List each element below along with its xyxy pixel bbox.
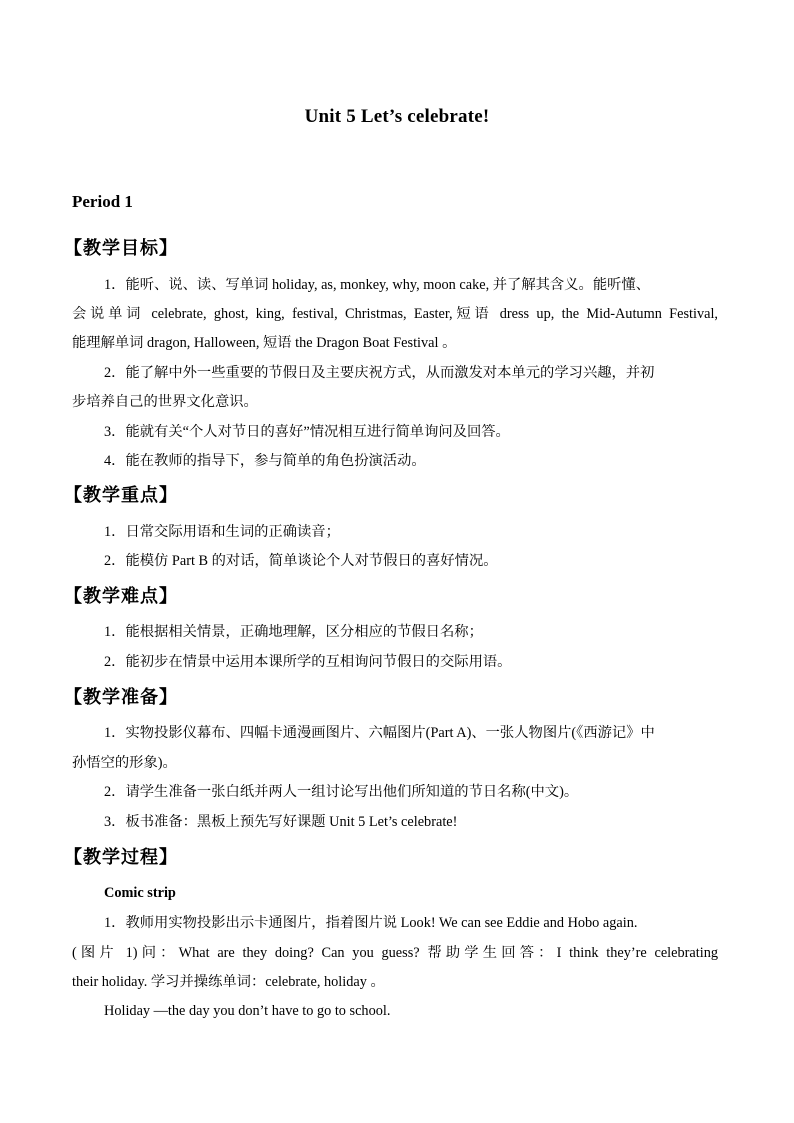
preparation-line: 1．实物投影仪幕布、四幅卡通漫画图片、六幅图片(Part A)、一张人物图片(《西游记》中	[104, 725, 655, 741]
objectives-line: 能理解单词 dragon, Halloween, 短语 the Dragon Boat Festival 。	[72, 335, 457, 351]
difficulties-heading: 【教学难点】	[64, 586, 178, 607]
preparation-line: 2．请学生准备一张白纸并两人一组讨论写出他们所知道的节日名称(中文)。	[104, 784, 579, 800]
process-line: (图片 1)问：What are they doing? Can you guess? 帮助学生回答：I think they’re celebrating	[72, 945, 718, 961]
process-line: 1．教师用实物投影出示卡通图片，指着图片说 Look! We can see Eddie and Hobo again.	[104, 915, 638, 931]
key-points-line: 2．能模仿 Part B 的对话，简单谈论个人对节假日的喜好情况。	[104, 553, 498, 569]
comic-strip-subheading: Comic strip	[104, 885, 176, 901]
process-line: their holiday. 学习并操练单词：celebrate, holiday 。	[72, 974, 385, 990]
key-points-line: 1．日常交际用语和生词的正确读音；	[104, 524, 340, 540]
preparation-line: 3．板书准备：黑板上预先写好课题 Unit 5 Let’s celebrate!	[104, 814, 458, 830]
unit-title: Unit 5 Let’s celebrate!	[304, 106, 490, 127]
objectives-line: 步培养自己的世界文化意识。	[72, 394, 258, 410]
preparation-line: 孙悟空的形象)。	[72, 755, 177, 771]
objectives-line: 2．能了解中外一些重要的节假日及主要庆祝方式，从而激发对本单元的学习兴趣，并初	[104, 365, 655, 381]
process-heading: 【教学过程】	[64, 847, 178, 868]
difficulties-line: 1．能根据相关情景，正确地理解，区分相应的节假日名称；	[104, 624, 483, 640]
objectives-line: 4．能在教师的指导下，参与简单的角色扮演活动。	[104, 453, 426, 469]
process-line: Holiday —the day you don’t have to go to school.	[104, 1003, 391, 1019]
difficulties-line: 2．能初步在情景中运用本课所学的互相询问节假日的交际用语。	[104, 654, 512, 670]
objectives-line: 会说单词 celebrate, ghost, king, festival, Christmas, Easter,短语 dress up, the Mid-Autumn Festival,	[72, 306, 718, 322]
key-points-heading: 【教学重点】	[64, 485, 178, 506]
objectives-line: 1．能听、说、读、写单词 holiday, as, monkey, why, moon cake, 并了解其含义。能听懂、	[104, 277, 651, 293]
period-heading: Period 1	[72, 192, 133, 211]
preparation-heading: 【教学准备】	[64, 687, 178, 708]
objectives-heading: 【教学目标】	[64, 238, 178, 259]
objectives-line: 3．能就有关“个人对节日的喜好”情况相互进行简单询问及回答。	[104, 424, 510, 440]
